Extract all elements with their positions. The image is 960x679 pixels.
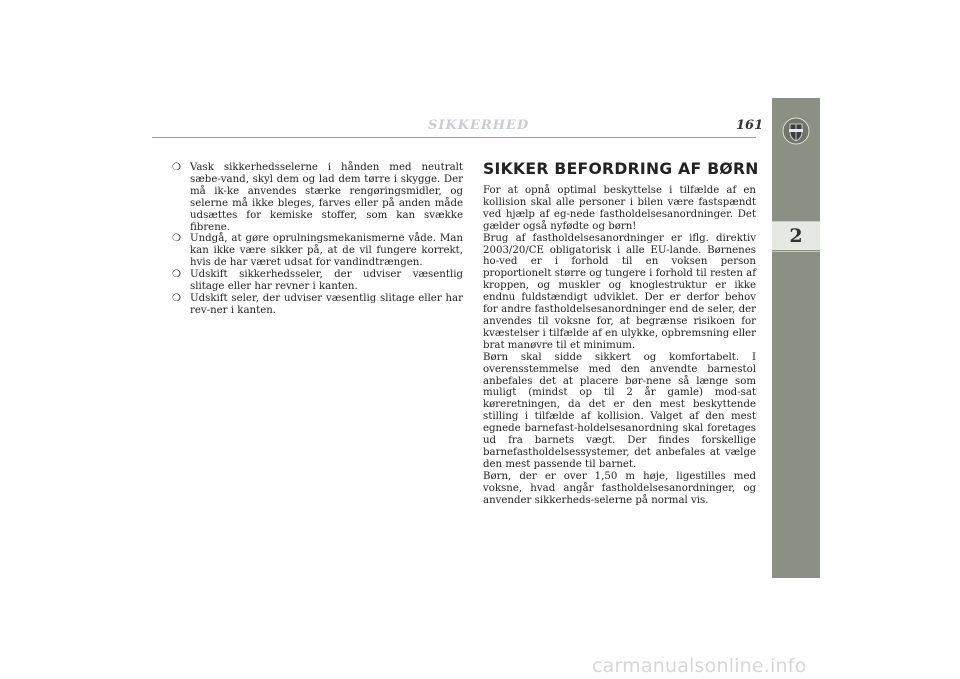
bullet-text: Udskift sikkerhedsseler, der udviser væsentlig slitage eller har revner i kanten. [190,269,463,293]
bullet-circle-icon: ❍ [172,233,181,245]
page-number: 161 [736,118,764,133]
bullet-text: Udskift seler, der udviser væsentlig slitage eller har rev-ner i kanten. [190,292,463,316]
bullet-circle-icon: ❍ [172,292,181,304]
bullet-text: Vask sikkerhedsselerne i hånden med neutralt sæbe-vand, skyl dem og lad dem tørre i skygge. Der må ik-ke anvendes stærke rengøringsmidler, og selerne må ikke bleges, farves eller på anden måde udsættes for kemiske stoffer, som kan svække fibrene. [190,162,463,233]
bullet-item [172,233,463,269]
section-body [483,185,756,506]
sidebar-divider [772,251,820,252]
bullet-item [172,162,463,233]
body-paragraph: For at opnå optimal beskyttelse i tilfælde af en kollision skal alle personer i bilen være fastspændt ved hjælp af eg-nede fastholdelsesanordninger. Det gælder også nyfødte og børn! [483,185,756,232]
right-column [483,160,759,506]
chapter-tab[interactable]: 2 [772,222,820,250]
left-column [172,162,463,317]
page-header-title: SIKKERHED [428,118,530,133]
body-paragraph: Børn, der er over 1,50 m høje, ligestilles med voksne, hvad angår fastholdelsesanordninger, og anvender sikkerheds-selerne på normal vis. [483,470,756,506]
body-paragraph: Brug af fastholdelsesanordninger er iflg. direktiv 2003/20/CE obligatorisk i alle EU-lande. Børnenes ho-ved er i forhold til en voksen person proportionelt større og tungere i forhold til resten af kroppen, og muskler og knoglestruktur er ikke endnu fuldstændigt udviklet. Der er derfor behov for andre fastholdelsesanordninger end de seler, der anvendes til voksne for, at begrænse risikoen for kvæstelser i tilfælde af en ulykke, opbremsning eller brat manøvre til et minimum. [483,232,756,351]
body-paragraph: Børn skal sidde sikkert og komfortabelt. I overensstemmelse med den anvendte barnestol anbefales det at placere bør-nene så længe som muligt (mindst op til 2 år gamle) mod-sat køreretningen, da det er den mest beskyttende stilling i tilfælde af kollision. Valget af den mest egnede barnefast-holdelsesanordning skal foretages ud fra barnets vægt. Der findes forskellige barnefastholdelsessystemer, det anbefales at vælge den mest passende til barnet. [483,351,756,470]
watermark: carmanualsonline.info [592,655,807,677]
lancia-shield-icon [782,117,810,145]
section-title: SIKKER BEFORDRING AF BØRN [483,160,759,178]
chapter-sidebar [772,98,820,578]
bullet-item [172,269,463,293]
bullet-item [172,292,463,317]
bullet-text: Undgå, at gøre oprulningsmekanismerne våde. Man kan ikke være sikker på, at de vil fungere korrekt, hvis de har været udsat for vandindtrængen. [190,233,463,269]
bullet-circle-icon: ❍ [172,162,181,173]
bullet-circle-icon: ❍ [172,269,181,281]
header-rule [152,137,756,138]
